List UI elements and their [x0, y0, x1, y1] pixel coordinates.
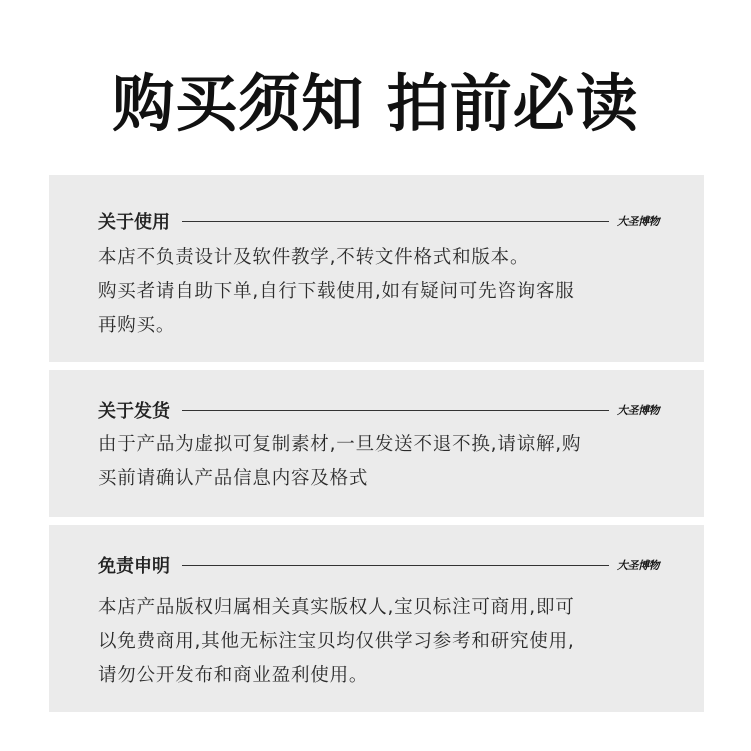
- card-body: [98, 428, 674, 496]
- body-line: 再购买。: [98, 315, 176, 336]
- page-title: 购买须知 拍前必读: [112, 67, 639, 140]
- card-header: [98, 553, 659, 577]
- card-title: 关于发货: [98, 401, 170, 422]
- divider-line: [182, 565, 609, 566]
- divider-line: [182, 221, 609, 222]
- body-line: 请勿公开发布和商业盈利使用。: [98, 665, 369, 686]
- body-line: 由于产品为虚拟可复制素材,一旦发送不退不换,请谅解,购: [98, 434, 582, 455]
- card-title: 关于使用: [98, 212, 170, 233]
- card-header: [98, 398, 659, 422]
- card-title: 免责申明: [98, 556, 170, 577]
- body-line: 买前请确认产品信息内容及格式: [98, 468, 369, 489]
- brand-logo: 大圣博物: [617, 404, 659, 417]
- notice-card-disclaimer: [49, 525, 704, 712]
- card-body: [98, 241, 674, 343]
- notice-card-usage: [49, 175, 704, 362]
- card-body: [98, 591, 674, 693]
- body-line: 本店产品版权归属相关真实版权人,宝贝标注可商用,即可: [98, 597, 575, 618]
- body-line: 本店不负责设计及软件教学,不转文件格式和版本。: [98, 247, 530, 268]
- brand-logo: 大圣博物: [617, 215, 659, 228]
- card-header: [98, 209, 659, 233]
- body-line: 购买者请自助下单,自行下载使用,如有疑问可先咨询客服: [98, 281, 575, 302]
- notice-card-shipping: [49, 370, 704, 517]
- body-line: 以免费商用,其他无标注宝贝均仅供学习参考和研究使用,: [98, 631, 575, 652]
- divider-line: [182, 410, 609, 411]
- brand-logo: 大圣博物: [617, 559, 659, 572]
